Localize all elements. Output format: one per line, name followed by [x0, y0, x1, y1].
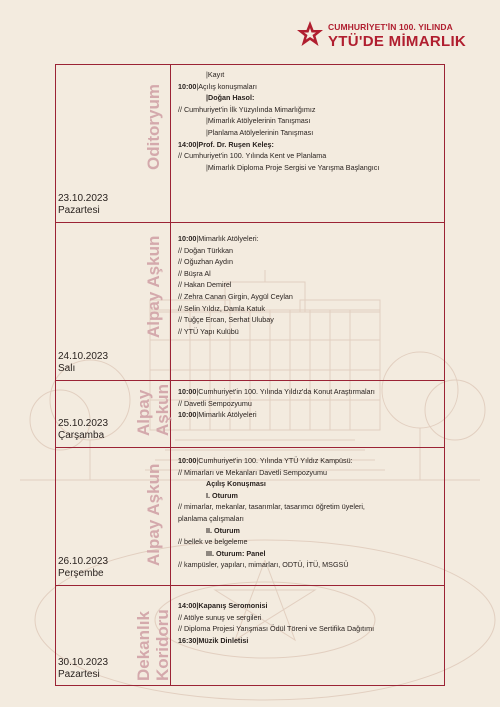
venue-line: Alpay: [134, 389, 153, 436]
day-text: Salı: [58, 363, 76, 374]
item-text: |Mimarlık Diploma Proje Sergisi ve Yarışma Başlangıcı: [206, 162, 380, 172]
program-item: [178, 326, 239, 338]
item-time: 10:00: [178, 387, 197, 396]
program-item: [178, 398, 252, 410]
program-item: [178, 279, 232, 291]
program-item: [178, 623, 374, 635]
item-text: // YTÜ Yapı Kulübü: [178, 326, 239, 336]
program-item: [178, 501, 365, 513]
program-item: [206, 490, 238, 502]
program-item: [178, 314, 274, 326]
program-item: [206, 92, 254, 104]
session-date: [58, 657, 108, 681]
item-time: 10:00: [178, 81, 197, 91]
schedule-row: [56, 223, 444, 381]
program-item: [206, 162, 379, 174]
item-text: // kampüsler, yapıları, mimarları, ODTÜ, İTÜ, MSGSÜ: [178, 560, 349, 570]
date-text: 23.10.2023: [58, 193, 109, 204]
session-date: [58, 556, 108, 580]
program-item: [206, 548, 266, 560]
item-text: Açılış Konuşması: [206, 479, 266, 489]
item-text: // Selin Yıldız, Damla Katuk: [178, 303, 265, 313]
day-text: Pazartesi: [58, 669, 100, 680]
item-text: III. Oturum: Panel: [206, 548, 266, 558]
item-time: 14:00: [178, 601, 197, 610]
date-text: 30.10.2023: [58, 657, 109, 668]
item-text: |Kayıt: [206, 70, 225, 79]
item-text: I. Oturum: [206, 490, 238, 500]
program-item: [178, 386, 375, 398]
program-item: [178, 245, 233, 257]
program-item: [178, 612, 262, 624]
item-text: |Doğan Hasol:: [206, 93, 255, 103]
item-time: 10:00: [178, 456, 197, 465]
star-emblem-icon: [296, 20, 324, 50]
item-text: // bellek ve belgeleme: [178, 537, 248, 547]
item-text: // Hakan Demirel: [178, 280, 232, 290]
program-item: [178, 291, 293, 303]
schedule-row: [56, 65, 444, 223]
program-item: [178, 513, 244, 525]
venue-line: Aşkun: [153, 384, 172, 436]
logo-line-2: YTÜ'DE MİMARLIK: [328, 33, 467, 50]
day-text: Perşembe: [58, 568, 104, 579]
event-logo: [296, 20, 486, 56]
program-item: [178, 104, 315, 116]
program-item: [206, 115, 310, 127]
item-text: |Mimarlık Atölyeleri: [196, 410, 257, 420]
program-item: [178, 256, 233, 268]
item-text: II. Oturum: [206, 525, 240, 535]
session-date: [58, 418, 108, 442]
item-text: // Oğuzhan Aydın: [178, 257, 234, 267]
schedule-row: [56, 586, 444, 687]
item-text: // mimarlar, mekanlar, tasarımlar, tasarımcı öğretim üyeleri,: [178, 502, 365, 512]
item-time: 14:00: [178, 139, 197, 149]
program-item: [178, 635, 248, 647]
day-text: Pazartesi: [58, 205, 100, 216]
session-date: [58, 193, 108, 217]
item-text: |Cumhuriyet'in 100. Yılında Yıldız'da Konut Araştırmaları: [196, 387, 375, 396]
item-time: 10:00: [178, 234, 197, 243]
venue-label: [134, 384, 172, 436]
program-item: [178, 233, 259, 245]
item-text: |Mimarlık Atölyeleri:: [196, 234, 259, 243]
venue-line: Dekanlık: [134, 611, 153, 681]
item-text: |Cumhuriyet'in 100. Yılında YTÜ Yıldız Kampüsü:: [196, 456, 353, 465]
program-item: [206, 69, 224, 81]
item-text: // Cumhuriyet'in 100. Yılında Kent ve Planlama: [178, 151, 327, 161]
program-item: [178, 150, 326, 162]
date-text: 26.10.2023: [58, 556, 109, 567]
program-item: [178, 303, 265, 315]
item-text: |Kapanış Seromonisi: [196, 601, 268, 610]
venue-label: [134, 609, 172, 681]
item-text: // Büşra Al: [178, 268, 211, 278]
schedule-row: [56, 381, 444, 448]
item-text: // Atölye sunuş ve sergileri: [178, 612, 262, 622]
schedule-row: [56, 448, 444, 586]
item-text: // Mimarları ve Mekanları Davetli Sempozyumu: [178, 467, 327, 477]
day-text: Çarşamba: [58, 430, 105, 441]
item-text: // Cumhuriyet'in İlk Yüzyılında Mimarlığımız: [178, 104, 316, 114]
date-text: 24.10.2023: [58, 351, 109, 362]
program-item: [178, 409, 257, 421]
item-text: // Doğan Türkkan: [178, 245, 234, 255]
session-date: [58, 351, 108, 375]
venue-line: Oditoryum: [144, 84, 163, 170]
item-text: |Müzik Dinletisi: [196, 635, 249, 645]
venue-label: [144, 236, 163, 338]
item-text: // Davetli Sempozyumu: [178, 398, 252, 408]
venue-label: [144, 464, 163, 566]
item-text: |Açılış konuşmaları: [196, 81, 257, 91]
item-time: 16:30: [178, 635, 197, 645]
venue-label: [144, 84, 163, 170]
program-item: [178, 536, 248, 548]
item-text: // Diploma Projesi Yarışması Ödül Töreni ve Sertifika Dağıtımı: [178, 624, 375, 634]
program-item: [178, 559, 349, 571]
item-text: // Tuğçe Ercan, Serhat Ulubay: [178, 315, 274, 325]
item-text: |Mimarlık Atölyelerinin Tanışması: [206, 116, 311, 126]
program-item: [178, 139, 274, 151]
program-item: [178, 467, 327, 479]
schedule-table: [55, 64, 445, 686]
program-item: [178, 81, 257, 93]
item-text: |Prof. Dr. Ruşen Keleş:: [196, 139, 274, 149]
program-item: [206, 127, 313, 139]
item-text: planlama çalışmaları: [178, 514, 244, 523]
venue-line: Alpay Aşkun: [144, 235, 163, 338]
program-item: [206, 525, 240, 537]
item-text: // Zehra Canan Girgin, Aygül Ceylan: [178, 292, 293, 301]
program-item: [178, 268, 211, 280]
logo-line-1: CUMHURİYET'İN 100. YILINDA: [328, 22, 453, 32]
program-item: [178, 455, 353, 467]
venue-line: Alpay Aşkun: [144, 463, 163, 566]
date-text: 25.10.2023: [58, 418, 109, 429]
item-time: 10:00: [178, 410, 197, 420]
program-item: [206, 478, 266, 490]
program-item: [178, 600, 268, 612]
item-text: |Planlama Atölyelerinin Tanışması: [206, 128, 314, 137]
venue-line: Koridoru: [153, 609, 172, 681]
